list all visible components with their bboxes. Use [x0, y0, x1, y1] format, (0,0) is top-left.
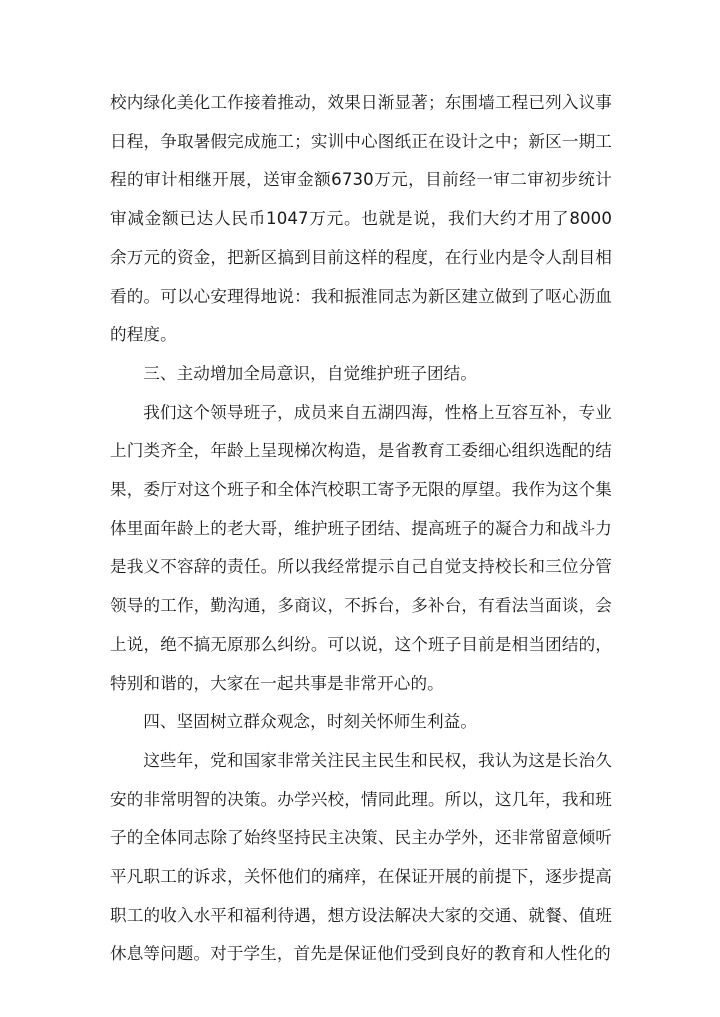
- paragraph-2: 我们这个领导班子，成员来自五湖四海，性格上互容互补，专业上门类齐全，年龄上呈现梯次构造，是省教育工委细心组织选配的结果，委厅对这个班子和全体汽校职工寄予无限的厚望。我作为这个集体里面年龄上的老大哥，维护班子团结、提高班子的凝合力和战斗力是我义不容辞的责任。所以我经常提示自己自觉支持校长和三位分管领导的工作，勤沟通，多商议，不拆台，多补台，有看法当面谈，会上说，绝不搞无原那么纠纷。可以说，这个班子目前是相当团结的，特别和谐的，大家在一起共事是非常开心的。: [110, 402, 612, 693]
- document-body: [110, 84, 612, 974]
- paragraph-3: 这些年，党和国家非常关注民主民生和民权，我认为这是长治久安的非常明智的决策。办学兴校，情同此理。所以，这几年，我和班子的全体同志除了始终坚持民主决策、民主办学外，还非常留意倾听平凡职工的诉求，关怀他们的痛痒，在保证开展的前提下，逐步提高职工的收入水平和福利待遇，想方设法解决大家的交通、就餐、值班休息等问题。对于学生，首先是保证他们受到良好的教育和人性化的: [110, 750, 612, 964]
- section-heading-4: 四、坚固树立群众观念，时刻关怀师生利益。: [143, 712, 478, 732]
- paragraph-1: 校内绿化美化工作接着推动，效果日渐显著；东围墙工程已列入议事日程，争取暑假完成施工；实训中心图纸正在设计之中；新区一期工程的审计相继开展，送审金额6730万元，目前经一审二审初步统计审减金额已达人民币1047万元。也就是说，我们大约才用了8000余万元的资金，把新区搞到目前这样的程度，在行业内是令人刮目相看的。可以心安理得地说：我和振淮同志为新区建立做到了呕心沥血的程度。: [110, 93, 612, 345]
- section-heading-3: 三、主动增加全局意识，自觉维护班子团结。: [143, 363, 478, 383]
